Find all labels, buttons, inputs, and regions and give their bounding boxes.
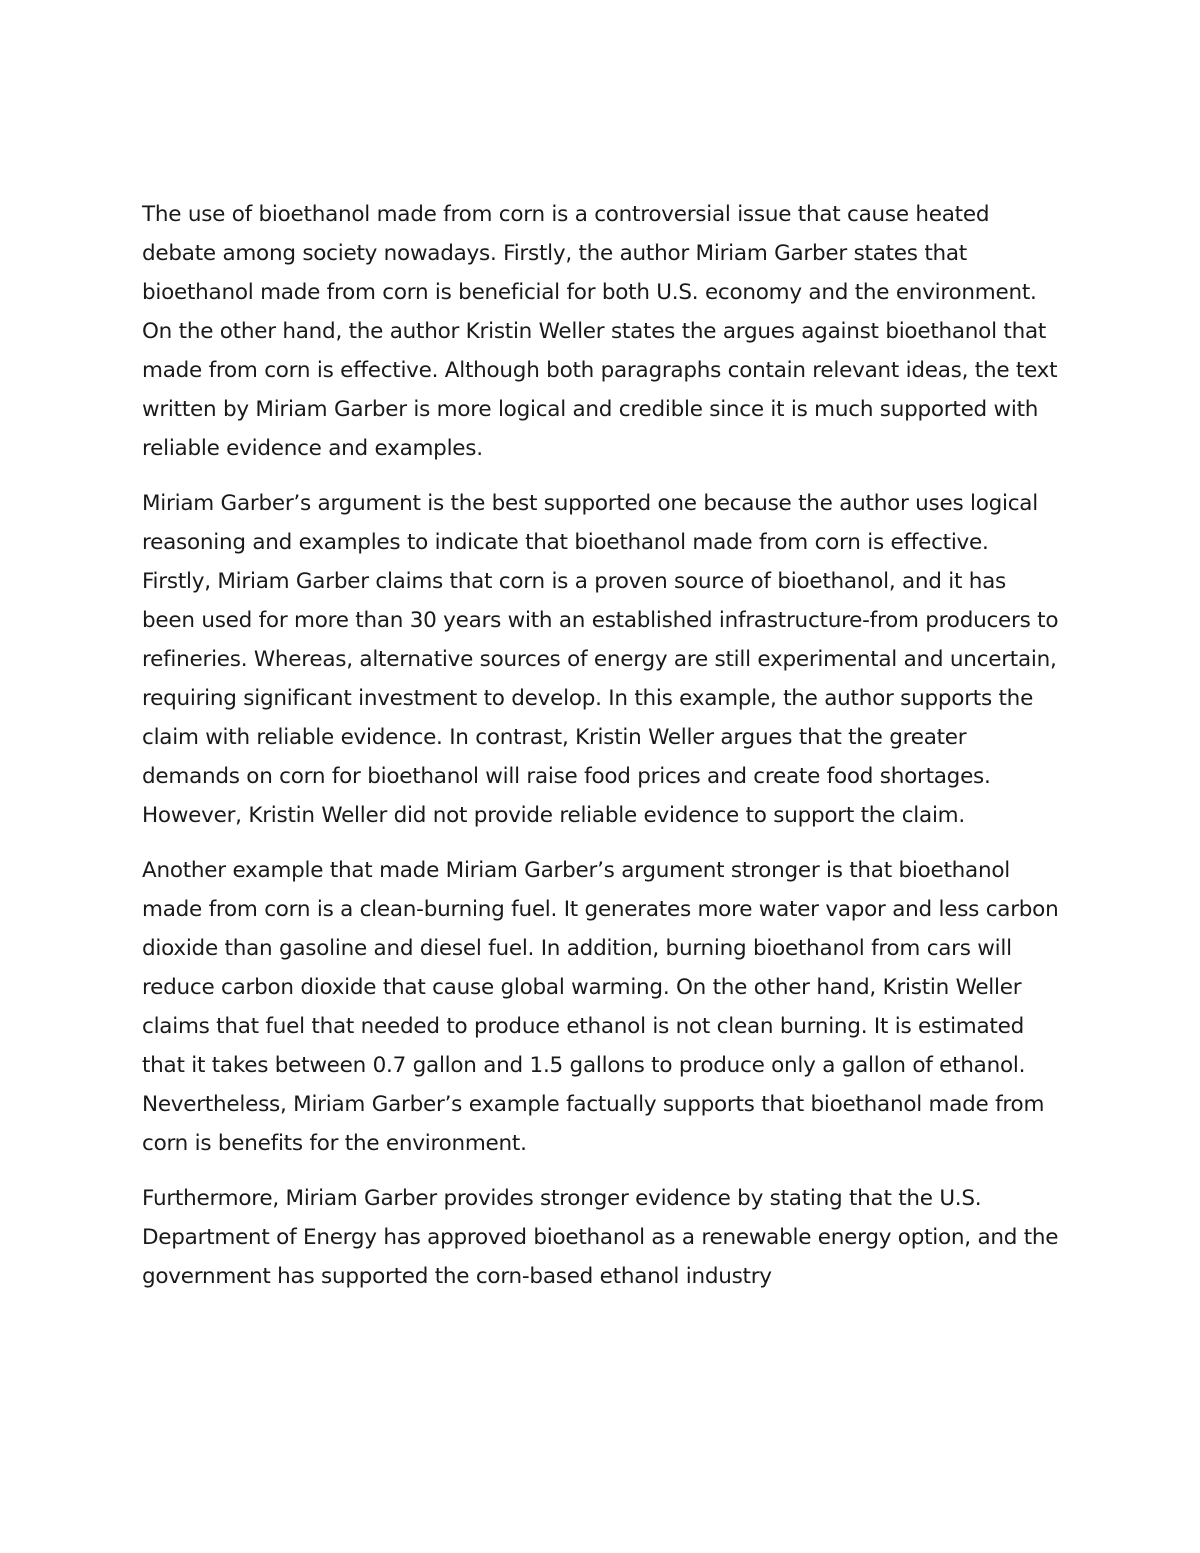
paragraph-intro: The use of bioethanol made from corn is a controversial issue that cause heated debate among society nowadays. Firstly, the author Miriam Garber states that bioethanol made from corn is beneficial for both U.S. economy and the environment. On the other hand, the author Kristin Weller states the argues against bioethanol that made from corn is effective. Although both paragraphs contain relevant ideas, the text written by Miriam Garber is more logical and credible since it is much supported with reliable evidence and examples. [142, 202, 1058, 461]
document-body [142, 195, 1062, 1312]
paragraph-clean-burning: Another example that made Miriam Garber’s argument stronger is that bioethanol made from corn is a clean-burning fuel. It generates more water vapor and less carbon dioxide than gasoline and diesel fuel. In addition, burning bioethanol from cars will reduce carbon dioxide that cause global warming. On the other hand, Kristin Weller claims that fuel that needed to produce ethanol is not clean burning. It is estimated that it takes between 0.7 gallon and 1.5 gallons to produce only a gallon of ethanol. Nevertheless, Miriam Garber’s example factually supports that bioethanol made from corn is benefits for the environment. [142, 858, 1059, 1156]
paragraph-best-supported: Miriam Garber’s argument is the best supported one because the author uses logical reasoning and examples to indicate that bioethanol made from corn is effective. Firstly, Miriam Garber claims that corn is a proven source of bioethanol, and it has been used for more than 30 years with an established infrastructure-from producers to refineries. Whereas, alternative sources of energy are still experimental and uncertain, requiring significant investment to develop. In this example, the author supports the claim with reliable evidence. In contrast, Kristin Weller argues that the greater demands on corn for bioethanol will raise food prices and create food shortages. However, Kristin Weller did not provide reliable evidence to support the claim. [142, 491, 1059, 828]
paragraph-department-of-energy: Furthermore, Miriam Garber provides stronger evidence by stating that the U.S. Department of Energy has approved bioethanol as a renewable energy option, and the government has supported the corn-based ethanol industry [142, 1186, 1059, 1289]
